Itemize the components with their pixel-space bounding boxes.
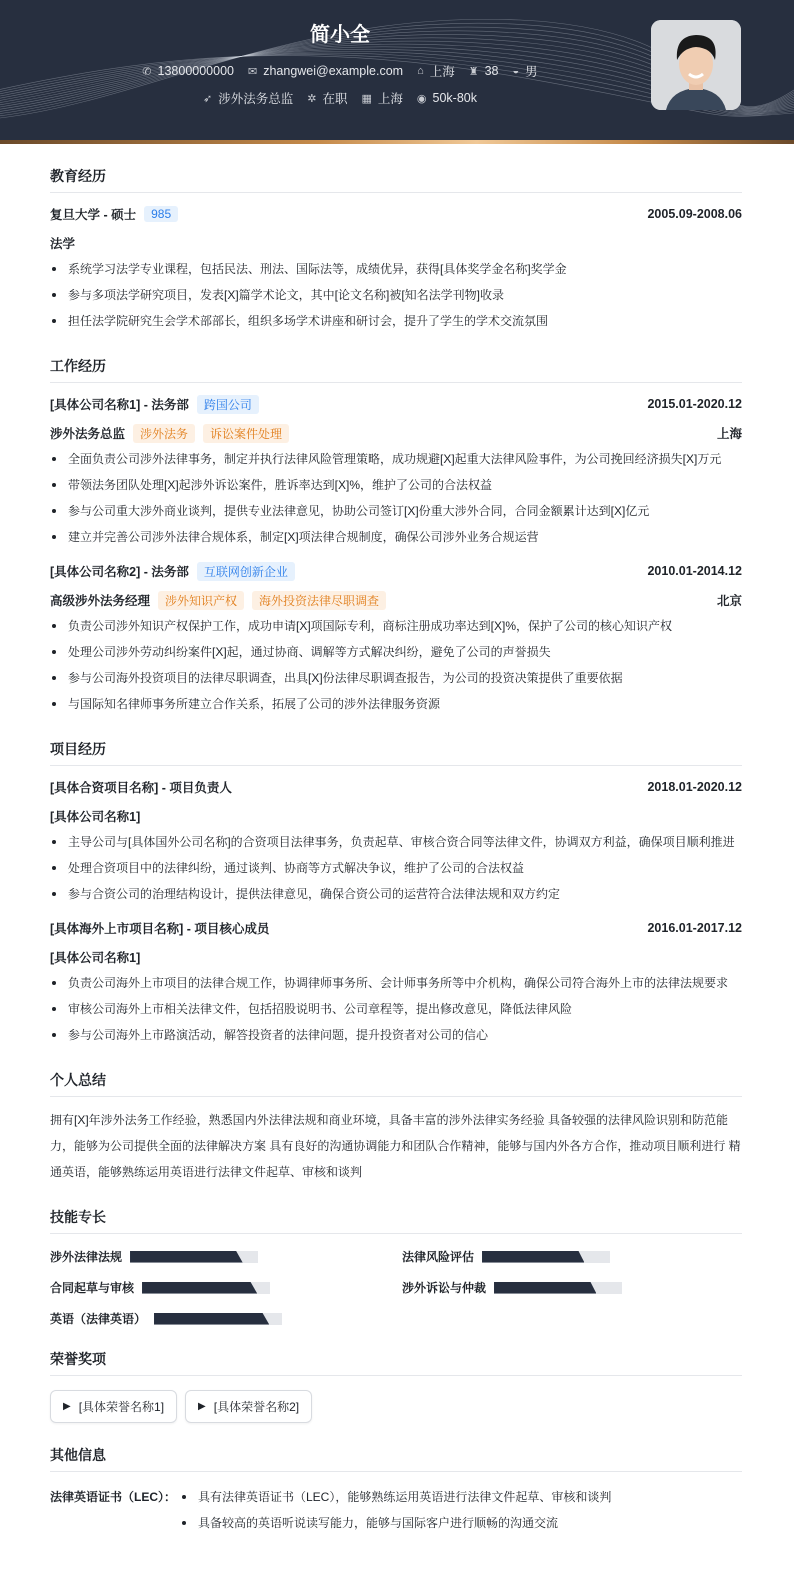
building-icon: ▦ [361, 92, 372, 105]
skill-bar [494, 1282, 622, 1294]
salary: 50k-80k [432, 91, 477, 105]
honor-item[interactable] [50, 1390, 177, 1423]
candidate-name: 简小全 [310, 24, 370, 46]
company-name: [具体公司名称2] - 法务部 [50, 565, 189, 579]
list-item: 处理合资项目中的法律纠纷，通过谈判、协商等方式解决争议，维护了公司的合法权益 [50, 855, 742, 881]
school: 复旦大学 - 硕士 [50, 208, 137, 222]
skills-grid [50, 1248, 742, 1327]
other-bullets [180, 1484, 611, 1536]
company-name: [具体公司名称1] - 法务部 [50, 398, 189, 412]
job-tag: 涉外法务 [133, 424, 195, 443]
projects-title: 项目经历 [50, 739, 742, 766]
work-title: 工作经历 [50, 356, 742, 383]
skill-bar [482, 1251, 610, 1263]
bullet-list [50, 446, 742, 550]
bullet-list [50, 970, 742, 1048]
bullet-list [50, 829, 742, 907]
project-name: [具体海外上市项目名称] - 项目核心成员 [50, 922, 270, 936]
list-item: 参与公司海外投资项目的法律尽职调查，出具[X]份法律尽职调查报告，为公司的投资决策提供了重要依据 [50, 665, 742, 691]
job-role-left [50, 424, 289, 443]
resume-body [0, 166, 794, 1536]
skill-item [50, 1279, 402, 1296]
list-item: 具有法律英语证书（LEC），能够熟练运用英语进行法律文件起草、审核和谈判 [180, 1484, 611, 1510]
skill-bar-fill [130, 1251, 243, 1263]
education-date: 2005.09-2008.06 [647, 207, 742, 221]
list-item: 建立并完善公司涉外法律合规体系，制定[X]项法律合规制度，确保公司涉外业务合规运营 [50, 524, 742, 550]
list-item: 与国际知名律师事务所建立合作关系，拓展了公司的涉外法律服务资源 [50, 691, 742, 717]
list-item: 参与公司重大涉外商业谈判，提供专业法律意见，协助公司签订[X]份重大涉外合同，合同金额累计达到[X]亿元 [50, 498, 742, 524]
job-header [50, 396, 742, 412]
school-tag: 985 [144, 206, 178, 222]
list-item: 审核公司海外上市相关法律文件，包括招股说明书、公司章程等，提出修改意见，降低法律风险 [50, 996, 742, 1022]
bullet-list [50, 613, 742, 717]
job-date: 2010.01-2014.12 [647, 564, 742, 578]
list-item: 负责公司涉外知识产权保护工作，成功申请[X]项国际专利，商标注册成功率达到[X]%，保护了公司的核心知识产权 [50, 613, 742, 639]
work-city: 上海 [377, 92, 403, 106]
phone-icon: ✆ [142, 65, 152, 78]
skills-title: 技能专长 [50, 1207, 742, 1234]
summary-text: 拥有[X]年涉外法务工作经验，熟悉国内外法律法规和商业环境，具备丰富的涉外法律实务经验 具备较强的法律风险识别和防范能力，能够为公司提供全面的法律解决方案 具有良好的沟通协调能力和团队合作精神，能够与国内外各方合作，推动项目顺利进行 精通英语，能够熟练运用英语进行法律文件起草、审核和谈判 [50, 1113, 741, 1179]
project-date: 2018.01-2020.12 [647, 780, 742, 794]
project-name: [具体合资项目名称] - 项目负责人 [50, 781, 232, 795]
job-intent-row [0, 89, 680, 107]
list-item: 负责公司海外上市项目的法律合规工作，协调律师事务所、会计师事务所等中介机构，确保公司符合海外上市的法律法规要求 [50, 970, 742, 996]
job-city: 上海 [716, 427, 742, 441]
gender: 男 [525, 65, 538, 79]
skill-name: 法律风险评估 [402, 1250, 475, 1264]
home-icon: ⌂ [417, 65, 424, 77]
skill-bar-fill [482, 1251, 584, 1263]
list-item: 系统学习法学专业课程，包括民法、刑法、国际法等，成绩优异，获得[具体奖学金名称]奖学金 [50, 256, 742, 282]
status-icon: ✲ [307, 92, 317, 105]
skill-item [402, 1279, 742, 1296]
education-title: 教育经历 [50, 166, 742, 193]
mail-icon: ✉ [248, 65, 258, 78]
skill-name: 涉外诉讼与仲裁 [402, 1281, 487, 1295]
project-company: [具体公司名称1] [50, 810, 141, 824]
company-tag: 互联网创新企业 [197, 562, 295, 581]
list-item: 带领法务团队处理[X]起涉外诉讼案件，胜诉率达到[X]%，维护了公司的合法权益 [50, 472, 742, 498]
skill-bar [154, 1313, 282, 1325]
other-key: 法律英语证书（LEC）： [50, 1490, 177, 1504]
skill-item [402, 1248, 742, 1265]
honor-item[interactable] [185, 1390, 312, 1423]
list-item: 具备较高的英语听说读写能力，能够与国际客户进行顺畅的沟通交流 [180, 1510, 611, 1536]
job-header [50, 563, 742, 579]
list-item: 参与合资公司的治理结构设计，提供法律意见，确保合资公司的运营符合法律法规和双方约定 [50, 881, 742, 907]
honor-name: [具体荣誉名称2] [213, 1400, 300, 1414]
job-city: 北京 [716, 594, 742, 608]
gender-icon: ◒ [512, 65, 520, 77]
age: 38 [484, 64, 499, 78]
skill-name: 涉外法律法规 [50, 1250, 123, 1264]
major: 法学 [50, 237, 76, 251]
send-icon: ➶ [203, 92, 213, 105]
resume-header [0, 0, 794, 140]
skill-item [50, 1248, 402, 1265]
project-header [50, 920, 742, 936]
other-info [50, 1484, 742, 1536]
list-item: 主导公司与[具体国外公司名称]的合资项目法律事务，负责起草、审核合资合同等法律文件，协调双方利益，确保项目顺利推进 [50, 829, 742, 855]
project-date: 2016.01-2017.12 [647, 921, 742, 935]
list-item: 担任法学院研究生会学术部部长，组织多场学术讲座和研讨会，提升了学生的学术交流氛围 [50, 308, 742, 334]
list-item: 参与公司海外上市路演活动，解答投资者的法律问题，提升投资者对公司的信心 [50, 1022, 742, 1048]
job-left [50, 562, 295, 581]
project-header [50, 779, 742, 795]
honor-name: [具体荣誉名称1] [78, 1400, 165, 1414]
education-bullets [50, 256, 742, 334]
summary-title: 个人总结 [50, 1070, 742, 1097]
skill-bar [142, 1282, 270, 1294]
skill-bar-fill [494, 1282, 596, 1294]
job-tag: 涉外知识产权 [158, 591, 244, 610]
cake-icon: ♜ [468, 65, 479, 78]
skill-bar [130, 1251, 258, 1263]
company-tag: 跨国公司 [197, 395, 259, 414]
status: 在职 [322, 92, 348, 106]
job-date: 2015.01-2020.12 [647, 397, 742, 411]
skill-name: 英语（法律英语） [50, 1312, 147, 1326]
education-row [50, 206, 742, 222]
job-role-row [50, 425, 742, 441]
phone: 13800000000 [157, 64, 234, 78]
project-company: [具体公司名称1] [50, 951, 141, 965]
skill-name: 合同起草与审核 [50, 1281, 135, 1295]
honors-list [50, 1390, 742, 1423]
skill-bar-fill [154, 1313, 269, 1325]
job-role: 涉外法务总监 [50, 427, 126, 441]
list-item: 参与多项法学研究项目，发表[X]篇学术论文，其中[论文名称]被[知名法学刊物]收录 [50, 282, 742, 308]
play-icon: ▶ [198, 1401, 206, 1412]
job-role-left [50, 591, 386, 610]
position: 涉外法务总监 [218, 92, 294, 106]
header-accent-bar [0, 140, 794, 144]
other-title: 其他信息 [50, 1445, 742, 1472]
city: 上海 [429, 65, 455, 79]
skill-bar-fill [142, 1282, 257, 1294]
email: zhangwei@example.com [263, 64, 404, 78]
job-tag: 海外投资法律尽职调查 [252, 591, 386, 610]
skill-item [50, 1310, 402, 1327]
job-left [50, 395, 259, 414]
play-icon: ▶ [63, 1401, 71, 1412]
job-tag: 诉讼案件处理 [203, 424, 289, 443]
salary-icon: ◉ [416, 92, 427, 105]
job-role-row [50, 592, 742, 608]
job-role: 高级涉外法务经理 [50, 594, 151, 608]
list-item: 全面负责公司涉外法律事务，制定并执行法律风险管理策略，成功规避[X]起重大法律风险事件，为公司挽回经济损失[X]万元 [50, 446, 742, 472]
list-item: 处理公司涉外劳动纠纷案件[X]起，通过协商、调解等方式解决纠纷，避免了公司的声誉损失 [50, 639, 742, 665]
avatar-photo [651, 20, 741, 110]
honors-title: 荣誉奖项 [50, 1349, 742, 1376]
contact-row [0, 62, 680, 80]
